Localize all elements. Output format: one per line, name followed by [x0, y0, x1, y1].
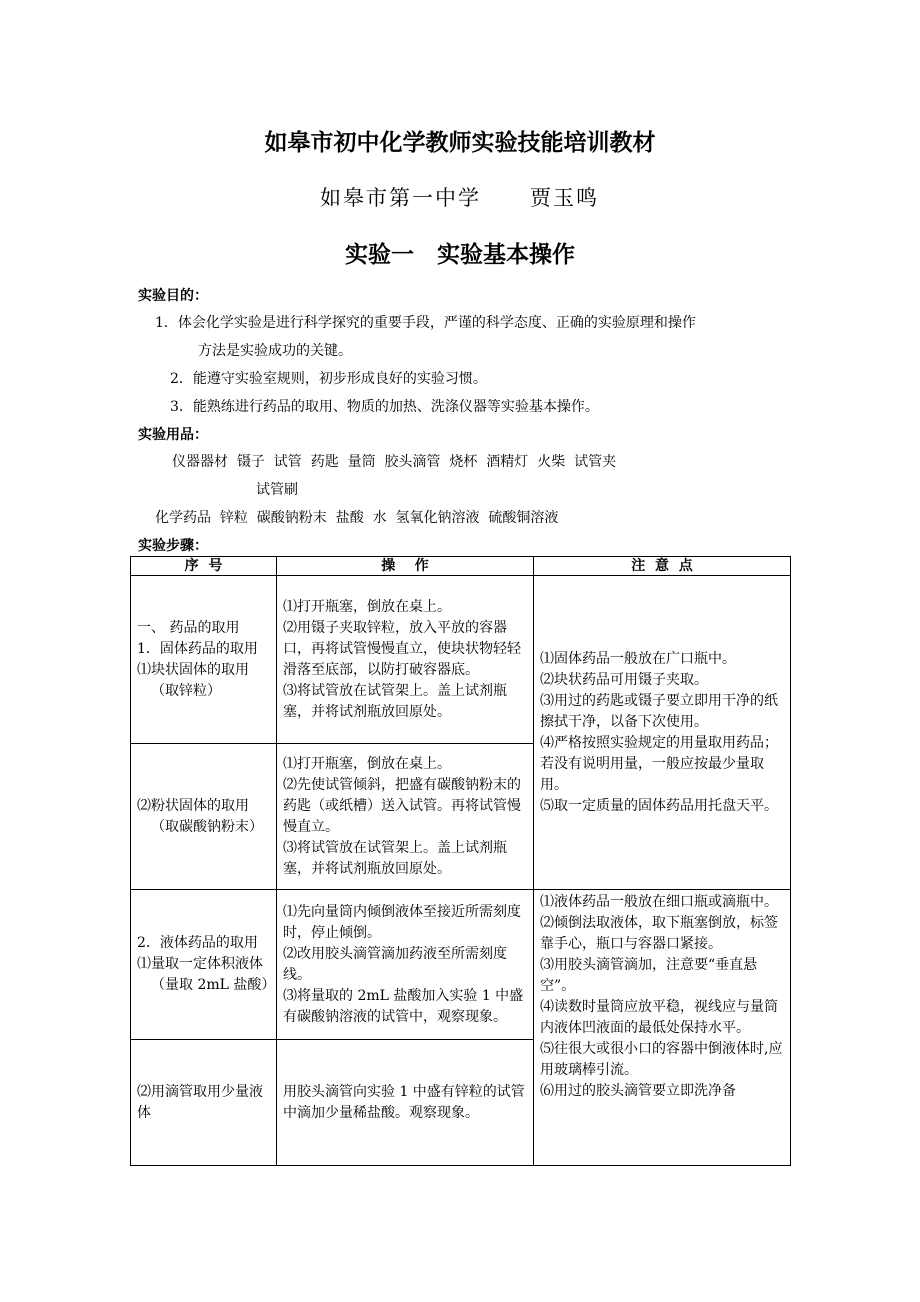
table-row: [131, 890, 791, 1040]
note-text: ⑶用胶头滴管滴加，注意要“垂直悬空”。: [540, 957, 758, 994]
column-header-seq: 序 号: [131, 557, 277, 576]
supplies-heading: 实验用品：: [138, 427, 208, 443]
ops-cell: [277, 744, 534, 890]
seq-text: 一、 药品的取用: [137, 619, 240, 636]
seq-text: ⑵用滴管取用少量液体: [137, 1083, 263, 1121]
op-text: ⑵改用胶头滴管滴加药液至所需刻度线。: [283, 945, 507, 983]
note-text: ⑷读数时量筒应放平稳，视线应与量筒内液体凹液面的最低处保持水平。: [540, 999, 778, 1036]
experiment-title: 实验一 实验基本操作: [345, 242, 575, 268]
page-bottom-margin: [0, 1170, 920, 1302]
note-text: ⑷严格按照实验规定的用量取用药品；若没有说明用量，一般应按最少量取用。: [540, 734, 778, 793]
notes-cell-liquid: [534, 890, 791, 1166]
purpose-item-1: 1．体会化学实验是进行科学探究的重要手段，严谨的科学态度、正确的实验原理和操作: [155, 315, 696, 331]
document-title: 如皋市初中化学教师实验技能培训教材: [264, 130, 656, 156]
seq-text: （量取 2mL 盐酸）: [151, 977, 276, 993]
column-header-ops: 操 作: [277, 557, 534, 576]
purpose-item-3: 3．能熟练进行药品的取用、物质的加热、洗涤仪器等实验基本操作。: [170, 399, 599, 415]
school-name: 如皋市第一中学: [320, 186, 481, 210]
op-text: ⑴打开瓶塞，倒放在桌上。: [283, 598, 451, 615]
instruments-list-cont: 试管刷: [256, 482, 298, 498]
purpose-item-2: 2．能遵守实验室规则，初步形成良好的实验习惯。: [170, 371, 487, 387]
op-text: ⑴先向量筒内倾倒液体至接近所需刻度时，停止倾倒。: [283, 903, 521, 941]
op-text: ⑵先使试管倾斜，把盛有碳酸钠粉末的药匙（或纸槽）送入试管。再将试管慢慢直立。: [283, 776, 521, 835]
op-text: ⑶将试管放在试管架上。盖上试剂瓶塞，并将试剂瓶放回原处。: [283, 682, 507, 720]
op-text: ⑵用镊子夹取锌粒，放入平放的容器口，再将试管慢慢直立，使块状物轻轻滑落至底部，以防打破容器底。: [283, 619, 521, 678]
ops-cell: [277, 890, 534, 1040]
table-row: [131, 576, 791, 744]
note-text: ⑹用过的胶头滴管要立即洗净备: [540, 1083, 736, 1099]
ops-cell: [277, 1040, 534, 1166]
seq-cell: [131, 1040, 277, 1166]
note-text: ⑴液体药品一般放在细口瓶或滴瓶中。: [540, 894, 778, 910]
note-text: ⑶用过的药匙或镊子要立即用干净的纸擦拭干净，以备下次使用。: [540, 692, 778, 730]
seq-cell: [131, 890, 277, 1040]
seq-cell: [131, 576, 277, 744]
purpose-heading: 实验目的：: [138, 288, 208, 304]
steps-table: [130, 556, 791, 1166]
seq-text: ⑵粉状固体的取用: [137, 797, 249, 814]
op-text: ⑴打开瓶塞，倒放在桌上。: [283, 755, 451, 772]
instruments-list: 仪器器材 镊子 试管 药匙 量筒 胶头滴管 烧杯 酒精灯 火柴 试管夹: [172, 454, 617, 470]
seq-cell: [131, 744, 277, 890]
op-text: ⑶将试管放在试管架上。盖上试剂瓶塞，并将试剂瓶放回原处。: [283, 839, 507, 877]
author-name: 贾玉鸣: [530, 186, 599, 210]
ops-cell: [277, 576, 534, 744]
purpose-item-1-cont: 方法是实验成功的关键。: [198, 343, 352, 359]
seq-text: （取锌粒）: [151, 682, 221, 699]
notes-cell-solid: [534, 576, 791, 890]
seq-text: （取碳酸钠粉末）: [151, 818, 263, 835]
note-text: ⑸取一定质量的固体药品用托盘天平。: [540, 797, 778, 814]
note-text: ⑵倾倒法取液体，取下瓶塞倒放，标签靠手心，瓶口与容器口紧接。: [540, 915, 778, 952]
chemicals-list: 化学药品 锌粒 碳酸钠粉末 盐酸 水 氢氧化钠溶液 硫酸铜溶液: [155, 510, 559, 526]
seq-text: 2．液体药品的取用: [137, 935, 258, 951]
steps-heading: 实验步骤：: [138, 538, 208, 554]
note-text: ⑸往很大或很小口的容器中倒液体时,应用玻璃棒引流。: [540, 1041, 783, 1078]
seq-text: 1．固体药品的取用⑴块状固体的取用: [137, 640, 258, 678]
op-text: ⑶将量取的 2mL 盐酸加入实验 1 中盛有碳酸钠溶液的试管中，观察现象。: [283, 987, 524, 1025]
note-text: ⑴固体药品一般放在广口瓶中。: [540, 650, 736, 667]
table-header-row: [131, 557, 791, 576]
op-text: 用胶头滴管向实验 1 中盛有锌粒的试管中滴加少量稀盐酸。观察现象。: [283, 1083, 525, 1121]
note-text: ⑵块状药品可用镊子夹取。: [540, 671, 708, 688]
seq-text: ⑴量取一定体积液体: [137, 956, 263, 972]
column-header-notes: 注 意 点: [534, 557, 791, 576]
